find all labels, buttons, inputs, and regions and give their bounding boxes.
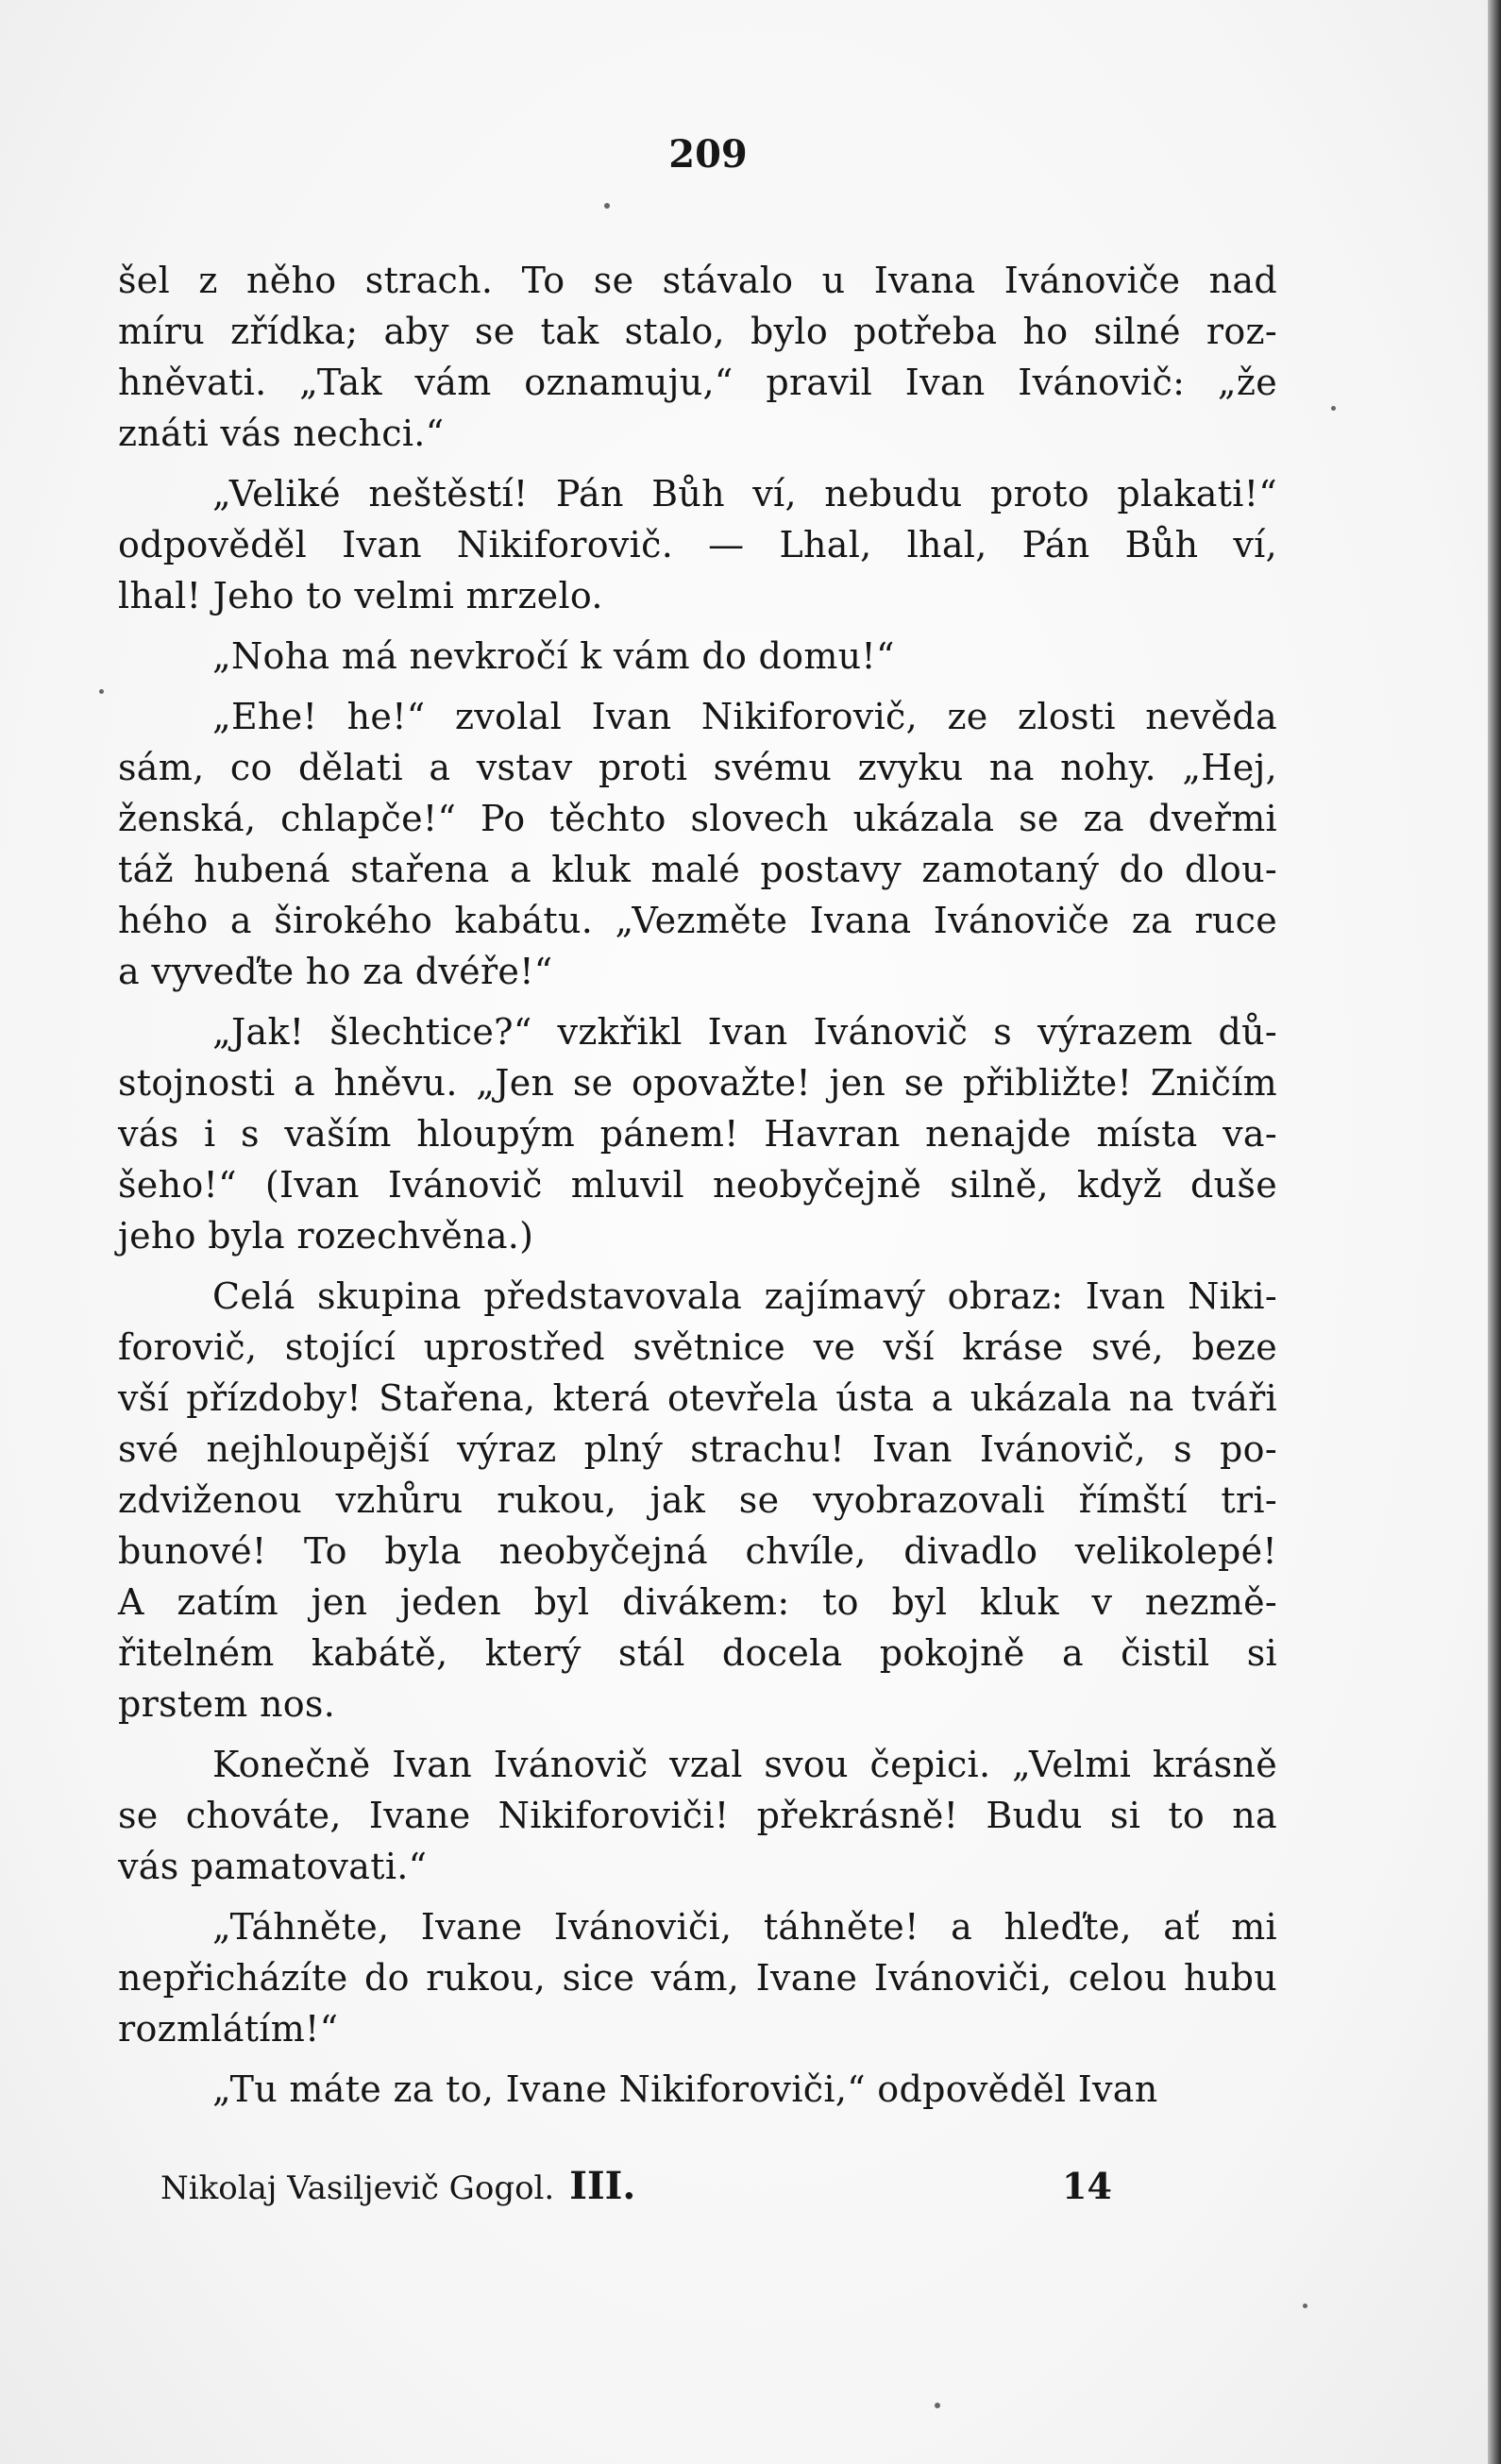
text-line: šel z něho strach. To se stávalo u Ivana Ivánoviče nad [118, 260, 1277, 301]
text-line: hého a širokého kabátu. „Vezměte Ivana Ivánoviče za ruce [118, 900, 1277, 941]
text-line: hněvati. „Tak vám oznamuju,“ pravil Ivan Ivánovič: „že [118, 362, 1277, 403]
text-line: sám, co dělati a vstav proti svému zvyku na nohy. „Hej, [118, 747, 1277, 788]
text-line: rozmlátím!“ [118, 2008, 339, 2050]
paragraph [118, 255, 1277, 459]
text-line: řitelném kabátě, který stál docela pokojně a čistil si [118, 1632, 1277, 1674]
paragraph [118, 1006, 1277, 1261]
text-line: „Veliké neštěstí! Pán Bůh ví, nebudu proto plakati!“ [212, 473, 1277, 515]
text-line: zdviženou vzhůru rukou, jak se vyobrazovali římští tri- [118, 1479, 1277, 1521]
text-line: ženská, chlapče!“ Po těchto slovech ukázala se za dveřmi [118, 798, 1277, 839]
print-speck [99, 689, 104, 694]
text-line: a vyveďte ho za dvéře!“ [118, 951, 553, 992]
text-line: nepřicházíte do rukou, sice vám, Ivane Ivánoviči, celou hubu [118, 1957, 1277, 1999]
text-line: Celá skupina představovala zajímavý obraz: Ivan Niki- [212, 1275, 1277, 1317]
page-number: 209 [668, 132, 748, 177]
footer-volume: III. [569, 2164, 636, 2208]
footer-author: Nikolaj Vasiljevič Gogol. [160, 2169, 555, 2207]
text-line: znáti vás nechci.“ [118, 413, 445, 454]
text-line: stojnosti a hněvu. „Jen se opovažte! jen se přibližte! Zničím [118, 1062, 1277, 1104]
page-footer [160, 2160, 1112, 2213]
text-line: vás i s vaším hloupým pánem! Havran nenajde místa va- [118, 1113, 1277, 1155]
text-line: táž hubená stařena a kluk malé postavy zamotaný do dlou- [118, 849, 1277, 890]
text-line: vás pamatovati.“ [118, 1846, 428, 1887]
text-line: lhal! Jeho to velmi mrzelo. [118, 575, 603, 616]
text-line: A zatím jen jeden byl divákem: to byl kluk v nezmě- [118, 1581, 1277, 1623]
paragraph [118, 1901, 1277, 2054]
print-speck [1303, 2304, 1307, 2308]
text-line: forovič, stojící uprostřed světnice ve vší kráse své, beze [118, 1326, 1277, 1368]
text-line: prstem nos. [118, 1683, 336, 1725]
text-line: „Jak! šlechtice?“ vzkřikl Ivan Ivánovič s výrazem dů- [212, 1011, 1277, 1053]
text-line: Konečně Ivan Ivánovič vzal svou čepici. „Velmi krásně [212, 1744, 1277, 1785]
text-line: „Tu máte za to, Ivane Nikiforoviči,“ odpověděl Ivan [212, 2068, 1158, 2110]
footer-author-line [160, 2160, 635, 2215]
paragraph [118, 1271, 1277, 1730]
print-speck [1331, 406, 1336, 411]
text-line: vší přízdoby! Stařena, která otevřela ústa a ukázala na tváři [118, 1377, 1277, 1419]
paragraph [118, 631, 1277, 682]
text-line: se chováte, Ivane Nikiforoviči! překrásně! Budu si to na [118, 1795, 1277, 1836]
text-line: šeho!“ (Ivan Ivánovič mluvil neobyčejně silně, když duše [118, 1164, 1277, 1206]
paragraph [118, 2064, 1277, 2115]
paragraph [118, 468, 1277, 621]
paragraph [118, 691, 1277, 997]
text-line: bunové! To byla neobyčejná chvíle, divadlo velikolepé! [118, 1530, 1277, 1572]
text-line: „Noha má nevkročí k vám do domu!“ [212, 635, 895, 677]
text-line: odpověděl Ivan Nikiforovič. — Lhal, lhal, Pán Bůh ví, [118, 524, 1277, 565]
text-line: „Ehe! he!“ zvolal Ivan Nikiforovič, ze zlosti nevěda [212, 696, 1277, 737]
print-speck [604, 203, 610, 209]
print-speck [935, 2403, 940, 2408]
body-text [118, 255, 1277, 2124]
text-line: „Táhněte, Ivane Ivánoviči, táhněte! a hleďte, ať mi [212, 1906, 1277, 1948]
text-line: míru zřídka; aby se tak stalo, bylo potřeba ho silné roz- [118, 311, 1277, 352]
text-line: jeho byla rozechvěna.) [118, 1215, 534, 1257]
text-line: své nejhloupější výraz plný strachu! Ivan Ivánovič, s po- [118, 1428, 1277, 1470]
page-edge-shadow [1488, 0, 1501, 2464]
footer-signature: 14 [1062, 2165, 1112, 2207]
paragraph [118, 1739, 1277, 1892]
